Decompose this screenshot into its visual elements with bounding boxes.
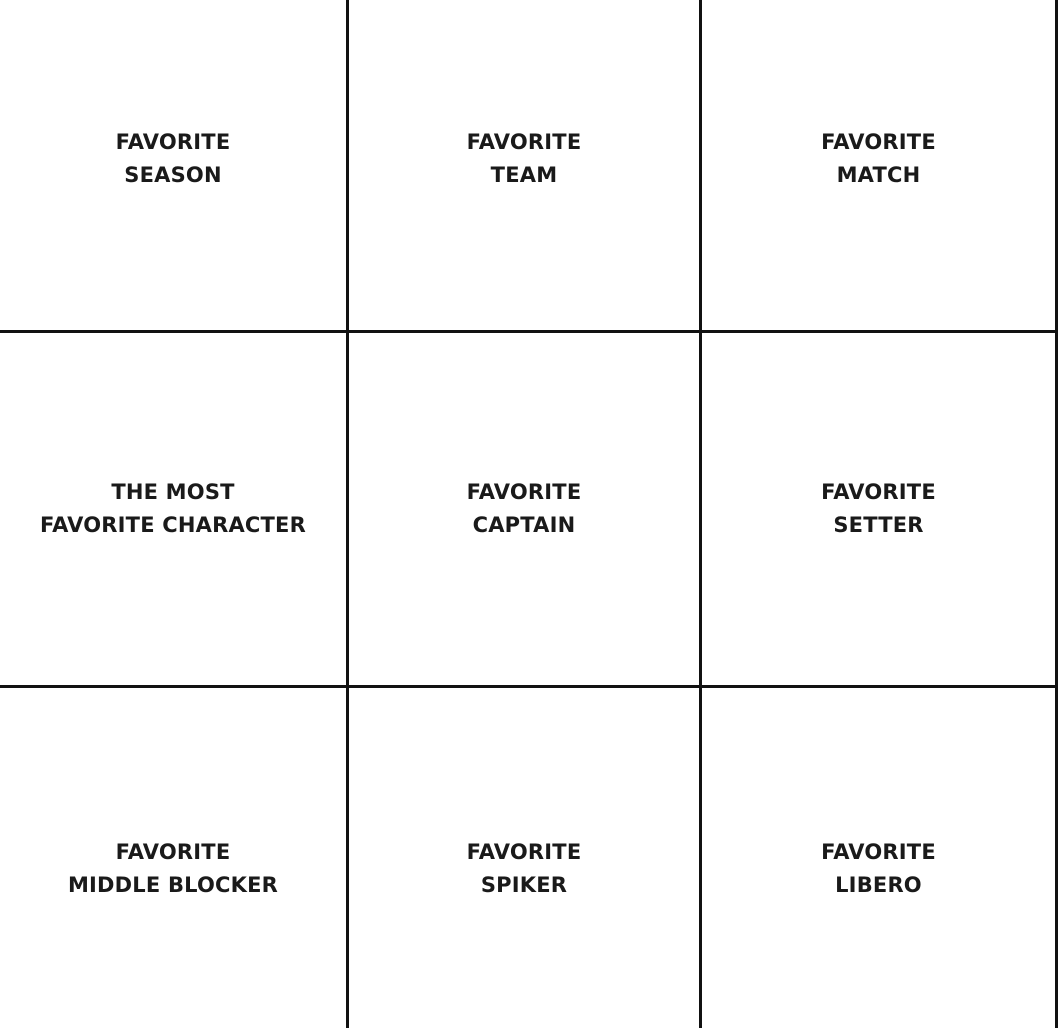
cell-label-line: FAVORITE bbox=[466, 130, 582, 154]
grid-cell-favorite-middle-blocker bbox=[0, 688, 346, 1028]
cell-label-line: MIDDLE BLOCKER bbox=[67, 873, 279, 897]
grid-cell-favorite-spiker bbox=[349, 688, 699, 1028]
cell-label-line: CAPTAIN bbox=[472, 513, 576, 537]
cell-label bbox=[467, 476, 582, 542]
cell-label-line: SPIKER bbox=[480, 873, 568, 897]
cell-label-line: FAVORITE bbox=[115, 840, 231, 864]
cell-label bbox=[821, 836, 936, 902]
cell-label-line: FAVORITE bbox=[115, 130, 231, 154]
grid-cell-favorite-captain bbox=[349, 333, 699, 685]
cell-label bbox=[116, 126, 231, 192]
cell-label-line: THE MOST bbox=[111, 480, 235, 504]
cell-label-line: MATCH bbox=[836, 163, 921, 187]
cell-label-line: FAVORITE bbox=[466, 480, 582, 504]
cell-label bbox=[467, 126, 582, 192]
cell-label-line: FAVORITE CHARACTER bbox=[40, 513, 306, 537]
cell-label-line: SEASON bbox=[124, 163, 222, 187]
cell-label-line: FAVORITE bbox=[821, 480, 936, 504]
grid-cell-favorite-team bbox=[349, 0, 699, 318]
cell-label bbox=[467, 836, 582, 902]
cell-label-line: SETTER bbox=[833, 513, 924, 537]
grid-cell-favorite-season bbox=[0, 0, 346, 318]
cell-label-line: TEAM bbox=[490, 163, 558, 187]
cell-label bbox=[821, 476, 936, 542]
cell-label bbox=[40, 476, 306, 542]
cell-label-line: FAVORITE bbox=[821, 840, 936, 864]
cell-label bbox=[821, 126, 936, 192]
cell-label-line: FAVORITE bbox=[466, 840, 582, 864]
grid-cell-favorite-setter bbox=[702, 333, 1055, 685]
cell-label-line: FAVORITE bbox=[821, 130, 936, 154]
grid-cell-favorite-libero bbox=[702, 688, 1055, 1028]
cell-label-line: LIBERO bbox=[835, 873, 922, 897]
cell-label bbox=[68, 836, 278, 902]
grid-cell-most-favorite-character bbox=[0, 333, 346, 685]
grid-cell-favorite-match bbox=[702, 0, 1055, 318]
